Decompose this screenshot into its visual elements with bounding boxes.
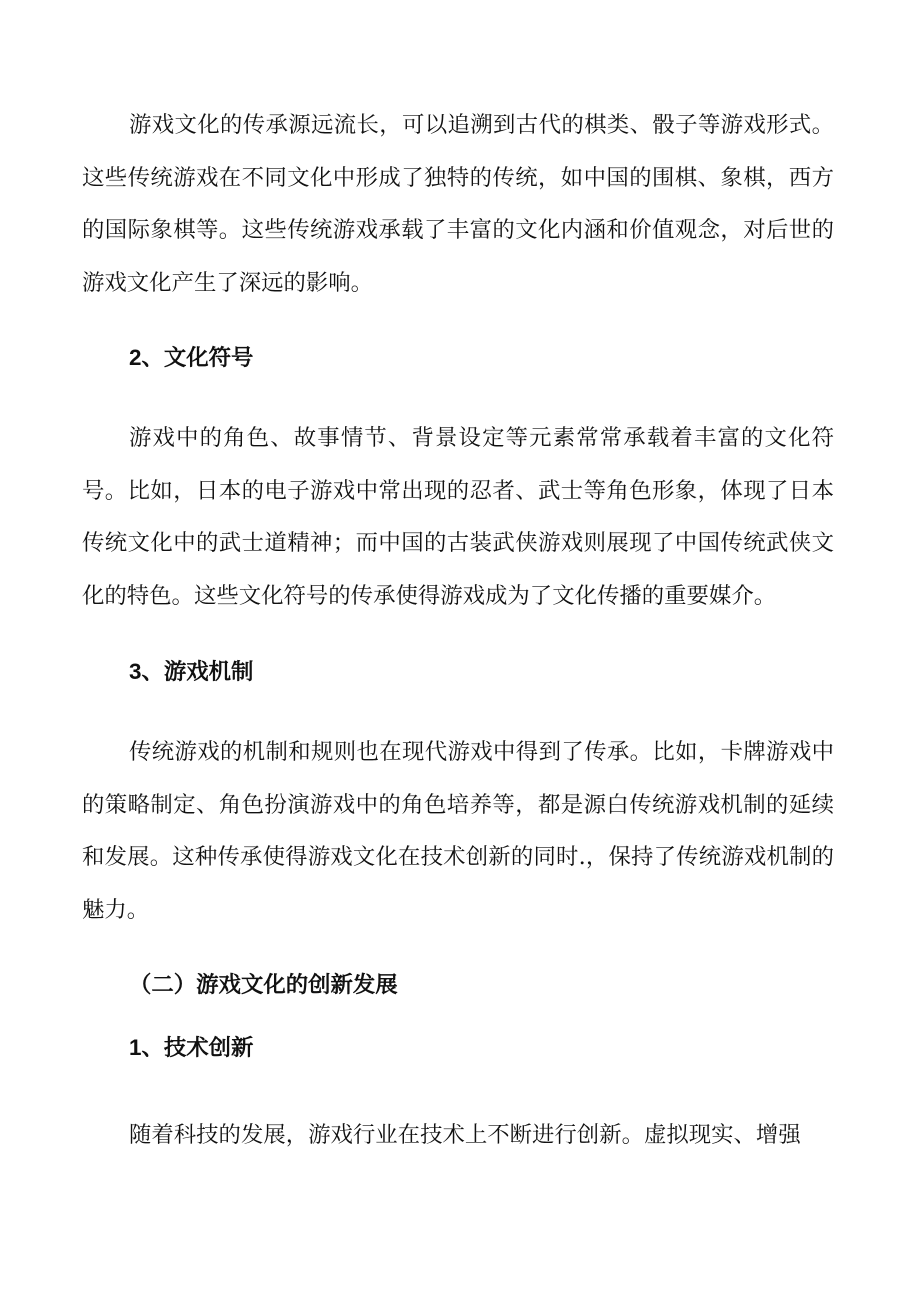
heading-tech-innovation: [129, 1033, 253, 1063]
heading-title: 、游戏机制: [141, 659, 254, 685]
heading-game-mechanics: [129, 657, 253, 687]
paragraph-game-culture-heritage: 游戏文化的传承源远流长，可以追溯到古代的棋类、骰子等游戏形式。这些传统游戏在不同文化中形成了独特的传统，如中国的围棋、象棋，西方的国际象棋等。这些传统游戏承载了丰富的文化内涵和价值观念，对后世的游戏文化产生了深远的影响。: [82, 112, 834, 296]
section-heading-innovation: （二）游戏文化的创新发展: [129, 972, 398, 998]
heading-cultural-symbols: [129, 343, 253, 373]
heading-title: 、文化符号: [141, 345, 254, 371]
heading-title: 、技术创新: [141, 1035, 254, 1061]
paragraph-game-mechanics: 传统游戏的机制和规则也在现代游戏中得到了传承。比如，卡牌游戏中的策略制定、角色扮演游戏中的角色培养等，都是源白传统游戏机制的延续和发展。这种传承使得游戏文化在技术创新的同时.，保持了传统游戏机制的魅力。: [82, 739, 834, 923]
heading-number: 1: [129, 1035, 142, 1060]
paragraph-cultural-symbols: 游戏中的角色、故事情节、背景设定等元素常常承载着丰富的文化符号。比如，日本的电子游戏中常出现的忍者、武士等角色形象，体现了日本传统文化中的武士道精神；而中国的古装武侠游戏则展现了中国传统武侠文化的特色。这些文化符号的传承使得游戏成为了文化传播的重要媒介。: [82, 425, 834, 609]
heading-number: 3: [129, 659, 142, 684]
heading-number: 2: [129, 345, 142, 370]
paragraph-tech-innovation: 随着科技的发展，游戏行业在技术上不断进行创新。虚拟现实、增强: [129, 1122, 801, 1148]
